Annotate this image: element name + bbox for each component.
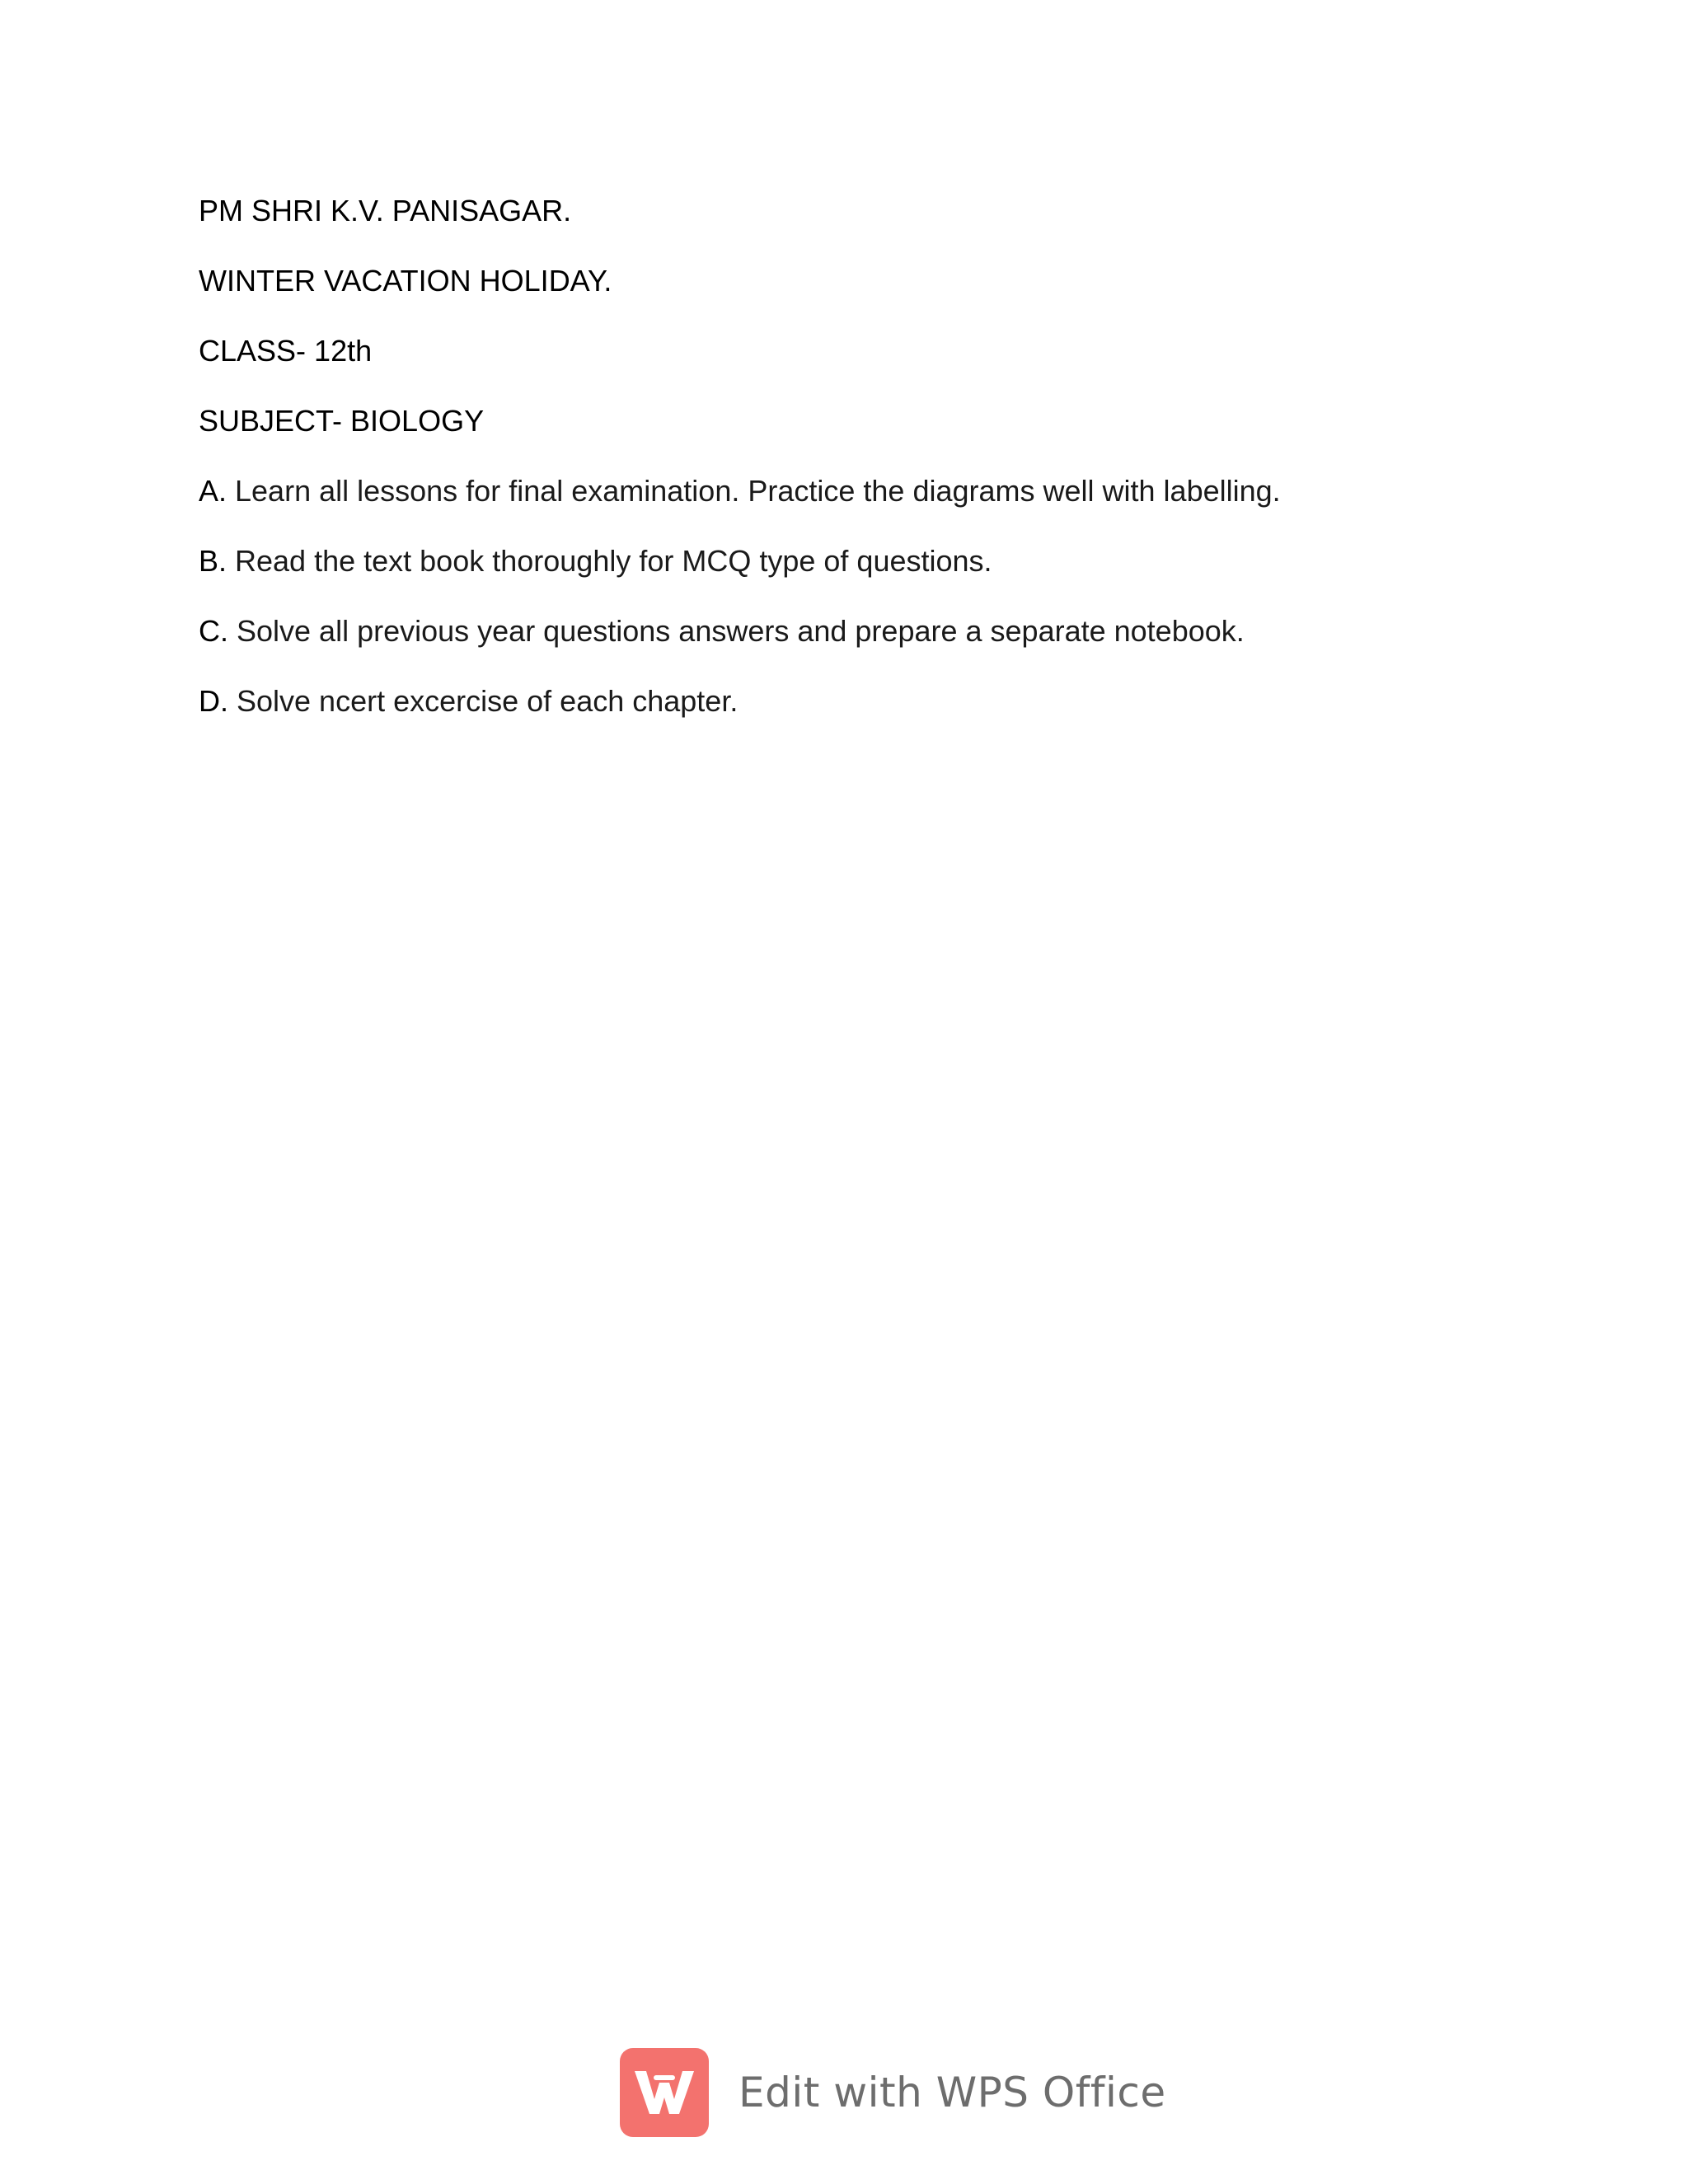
wps-logo-icon xyxy=(620,2048,709,2137)
list-item xyxy=(199,471,1534,511)
class-label: CLASS- 12th xyxy=(199,334,373,368)
wps-watermark-text: Edit with WPS Office xyxy=(738,2069,1166,2116)
list-item xyxy=(199,612,1534,651)
item-text: Solve ncert excercise of each chapter. xyxy=(228,684,738,718)
item-letter: A. xyxy=(199,474,227,508)
school-name: PM SHRI K.V. PANISAGAR. xyxy=(199,194,572,227)
item-text: Learn all lessons for final examination. Practice the diagrams well with labelling. xyxy=(227,474,1281,508)
item-letter: C. xyxy=(199,614,228,648)
item-letter: D. xyxy=(199,684,228,718)
item-text: Read the text book thoroughly for MCQ type of questions. xyxy=(227,544,992,578)
wps-w-glyph-icon xyxy=(631,2066,697,2119)
item-letter: B. xyxy=(199,544,227,578)
subject-label: SUBJECT- BIOLOGY xyxy=(199,404,485,438)
wps-watermark[interactable] xyxy=(620,2048,1166,2137)
list-item xyxy=(199,541,1534,581)
item-text: Solve all previous year questions answers and prepare a separate notebook. xyxy=(228,614,1245,648)
document-body xyxy=(199,191,1534,752)
list-item xyxy=(199,682,1534,721)
notice-title: WINTER VACATION HOLIDAY. xyxy=(199,264,612,298)
